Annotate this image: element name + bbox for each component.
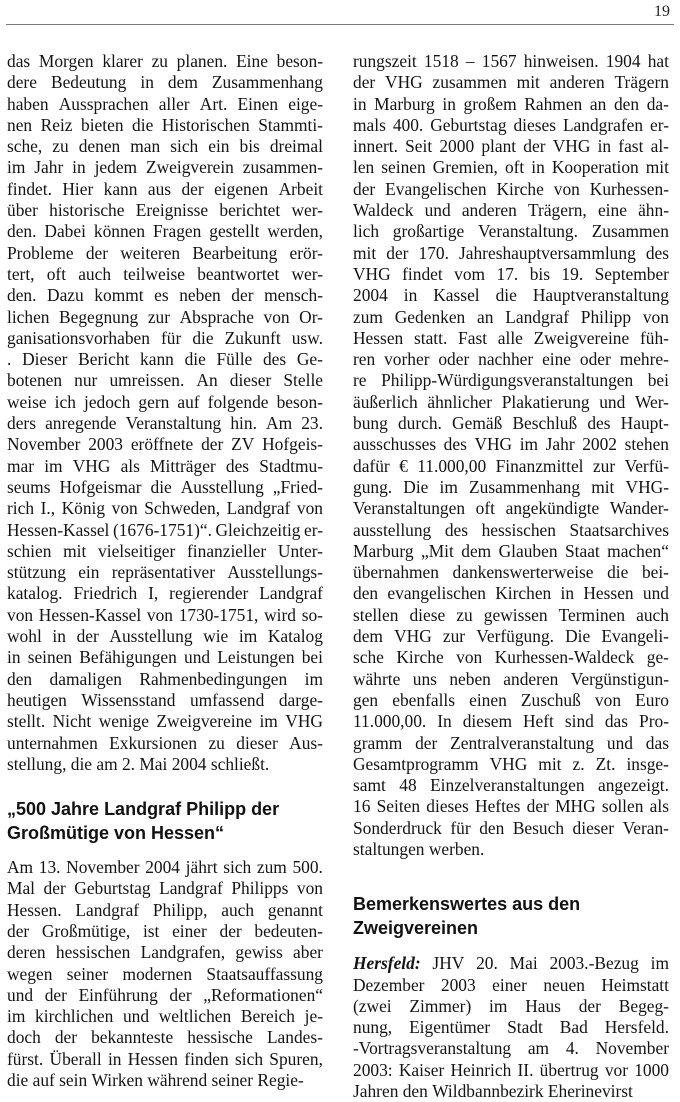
- text-line: das Morgen klarer zu planen. Eine beson-: [7, 51, 323, 71]
- text-line: stützung ein repräsentativer Ausstellungs-: [7, 562, 323, 583]
- text-line: tert, oft auch teilweise beantwortet wer-: [7, 263, 323, 284]
- header-rule: [6, 24, 674, 25]
- section-heading-zweigvereine: [353, 892, 669, 940]
- text-line: über historische Ereignisse berichtet wer-: [7, 200, 323, 221]
- text-line: ganisationsvorhaben für die Zukunft usw.: [7, 327, 323, 348]
- text-line: übernahmen dankenswerterweise die bei-: [353, 562, 669, 583]
- text-line: len seinen Gremien, oft in Kooperation mit: [353, 157, 669, 178]
- text-line: weise ich jedoch gern auf folgende beson-: [7, 391, 323, 412]
- heading-line: Bemerkenswertes aus den: [353, 894, 581, 915]
- lead-word: Hersfeld:: [353, 953, 421, 974]
- text-line: VHG findet vom 17. bis 19. September: [353, 263, 669, 284]
- text-line: stellt. Nicht wenige Zweigvereine im VHG: [7, 711, 323, 732]
- text-line: Gesamtprogramm VHG mit z. Zt. insge-: [353, 753, 669, 774]
- text-line: in Marburg in großem Rahmen an den da-: [353, 93, 669, 114]
- text-line: gen ebenfalls einen Zuschuß von Euro: [353, 689, 669, 710]
- right-column: [353, 51, 669, 1102]
- text-line: der Evangelischen Kirche von Kurhessen-: [353, 178, 669, 199]
- text-line: ausschusses des VHG im Jahr 2002 stehen: [353, 434, 669, 455]
- text-line: nen Reiz bieten die Historischen Stammti-: [7, 114, 323, 135]
- text-line: zum Gedenken an Landgraf Philipp von: [353, 306, 669, 327]
- text-line: währte uns neben anderen Vergünstigun-: [353, 668, 669, 689]
- left-paragraph-2: [7, 857, 323, 1091]
- heading-line: „500 Jahre Landgraf Philipp der: [7, 799, 280, 820]
- text-line: der Großmütige, ist einer der bedeuten-: [7, 920, 323, 941]
- left-column: [7, 51, 323, 1091]
- text-line: mit der 170. Jahreshauptversammlung des: [353, 242, 669, 263]
- text-line: die auf sein Wirken während seiner Regie-: [7, 1070, 304, 1091]
- text-line: haben Aussprachen aller Art. Einen eige-: [7, 93, 323, 114]
- text-line: ausstellung des hessischen Staatsarchives: [353, 519, 669, 540]
- text-line: Veranstaltungen oft angekündigte Wander-: [353, 498, 669, 519]
- text-line: sche, zu denen man sich ein bis dreimal: [7, 136, 323, 157]
- page-number: 19: [654, 3, 670, 20]
- text-line: Waldeck und anderen Trägern, eine ähn-: [353, 200, 669, 221]
- text-line: Hessen statt. Fast alle Zweigvereine füh-: [353, 327, 669, 348]
- text-line: Am 13. November 2004 jährt sich zum 500.: [7, 857, 323, 878]
- text-line: fürst. Überall in Hessen finden sich Spuren,: [7, 1048, 323, 1069]
- heading-line: Großmütige von Hessen“: [7, 823, 225, 844]
- text-line: botenen nur umreissen. An dieser Stelle: [7, 370, 323, 391]
- text-line: Hessen. Landgraf Philipp, auch genannt: [7, 899, 323, 920]
- text-line: von Hessen-Kassel von 1730-1751, wird so-: [7, 604, 323, 625]
- text-line: dere Bedeutung in dem Zusammenhang: [7, 72, 323, 93]
- text-line: katalog. Friedrich I, regierender Landgraf: [7, 583, 323, 604]
- text-line: 16 Seiten dieses Heftes der MHG sollen als: [353, 796, 669, 817]
- text-line: nung, Eigentümer Stadt Bad Hersfeld.: [353, 1017, 669, 1038]
- text-line: äußerlich ähnlicher Plakatierung und Wer-: [353, 391, 669, 412]
- text-line: re Philipp-Würdigungsveranstaltungen bei: [353, 370, 669, 391]
- text-line: Probleme der weiteren Bearbeitung erör-: [7, 242, 323, 263]
- text-line: staltungen werben.: [353, 838, 485, 859]
- text-line: deren hessischen Landgrafen, gewiss aber: [7, 942, 323, 963]
- left-paragraph-1: [7, 51, 323, 775]
- text-line: wegen seiner modernen Staatsauffassung: [7, 963, 323, 984]
- heading-line: Zweigvereinen: [353, 918, 479, 939]
- text-line: im kirchlichen und weltlichen Bereich je-: [7, 1006, 323, 1027]
- section-heading-philipp: [7, 797, 323, 845]
- text-line: bung durch. Gemäß Beschluß des Haupt-: [353, 413, 669, 434]
- text-line: den. Dabei können Fragen gestellt werden,: [7, 221, 323, 242]
- text-line: Sonderdruck für den Besuch dieser Veran-: [353, 817, 669, 838]
- text-line: gramm der Zentralveranstaltung und das: [353, 732, 669, 753]
- text-line: Mal der Geburtstag Landgraf Philipps von: [7, 878, 323, 899]
- text-line: Hessen-Kassel (1676-1751)“. Gleichzeitig er-: [7, 519, 323, 540]
- text-line: rich I., König von Schweden, Landgraf von: [7, 498, 323, 519]
- right-paragraph-2: [353, 953, 669, 1102]
- text-line: samt 48 Einzelveranstaltungen angezeigt.: [353, 775, 669, 796]
- text-line: Jahren den Wildbannbezirk Eherinevirst: [353, 1081, 633, 1102]
- text-line: ders anregende Veranstaltung hin. Am 23.: [7, 413, 323, 434]
- text-line: findet. Hier kann aus der eigenen Arbeit: [7, 178, 323, 199]
- text-line: den damaligen Rahmenbedingungen im: [7, 668, 323, 689]
- text-line: mar im VHG als Mitträger des Stadtmu-: [7, 455, 323, 476]
- text-line: 11.000,00. In diesem Heft sind das Pro-: [353, 711, 669, 732]
- text-line: gung. Die im Zusammenhang mit VHG-: [353, 476, 669, 497]
- text-line: schien mit vielseitiger finanzieller Unter-: [7, 540, 323, 561]
- text-line: lichen Begegnung zur Absprache von Or-: [7, 306, 323, 327]
- text-line: rungszeit 1518 – 1567 hinweisen. 1904 hat: [353, 51, 669, 71]
- text-line: und der Einführung der „Reformationen“: [7, 984, 323, 1005]
- text-line: doch der bekannteste hessische Landes-: [7, 1027, 323, 1048]
- text-line: mals 400. Geburtstag dieses Landgrafen er-: [353, 114, 669, 135]
- text-line: November 2003 eröffnete der ZV Hofgeis-: [7, 434, 323, 455]
- text-line: wohl in der Ausstellung wie im Katalog: [7, 626, 323, 647]
- text-line: dem VHG zur Verfügung. Die Evangeli-: [353, 626, 669, 647]
- text-line: innert. Seit 2000 plant der VHG in fast al-: [353, 136, 669, 157]
- text-line: Hersfeld: JHV 20. Mai 2003.-Bezug im: [353, 953, 669, 974]
- text-line: Marburg „Mit dem Glauben Staat machen“: [353, 540, 669, 561]
- text-line: 2003: Kaiser Heinrich II. übertrug vor 1000: [353, 1059, 669, 1080]
- text-line: -Vortragsveranstaltung am 4. November: [353, 1038, 669, 1059]
- text-line: (zwei Zimmer) im Haus der Begeg-: [353, 995, 669, 1016]
- text-line: den evangelischen Kirchen in Hessen und: [353, 583, 669, 604]
- text-line: ren vorher oder nachher eine oder mehre-: [353, 349, 669, 370]
- text-line: der VHG zusammen mit anderen Trägern: [353, 72, 669, 93]
- text-line: . Dieser Bericht kann die Fülle des Ge-: [7, 349, 323, 370]
- text-line: den. Dazu kommt es neben der mensch-: [7, 285, 323, 306]
- text-line: stellen diese zu gewissen Terminen auch: [353, 604, 669, 625]
- text-line: dafür € 11.000,00 Finanzmittel zur Verfü-: [353, 455, 669, 476]
- text-line: lich großartige Veranstaltung. Zusammen: [353, 221, 669, 242]
- text-line: Dezember 2003 einer neuen Heimstatt: [353, 974, 669, 995]
- text-line: seums Hofgeismar die Ausstellung „Fried-: [7, 476, 323, 497]
- text-line: stellung, die am 2. Mai 2004 schließt.: [7, 753, 270, 774]
- text-line: heutigen Wissensstand umfassend darge-: [7, 689, 323, 710]
- text-line: 2004 in Kassel die Hauptveranstaltung: [353, 285, 669, 306]
- text-line: in seinen Befähigungen und Leistungen bei: [7, 647, 323, 668]
- text-line: im Jahr in jedem Zweigverein zusammen-: [7, 157, 323, 178]
- right-paragraph-1: [353, 51, 669, 860]
- text-line: unternahmen Exkursionen zu dieser Aus-: [7, 732, 323, 753]
- text-line: sche Kirche von Kurhessen-Waldeck ge-: [353, 647, 669, 668]
